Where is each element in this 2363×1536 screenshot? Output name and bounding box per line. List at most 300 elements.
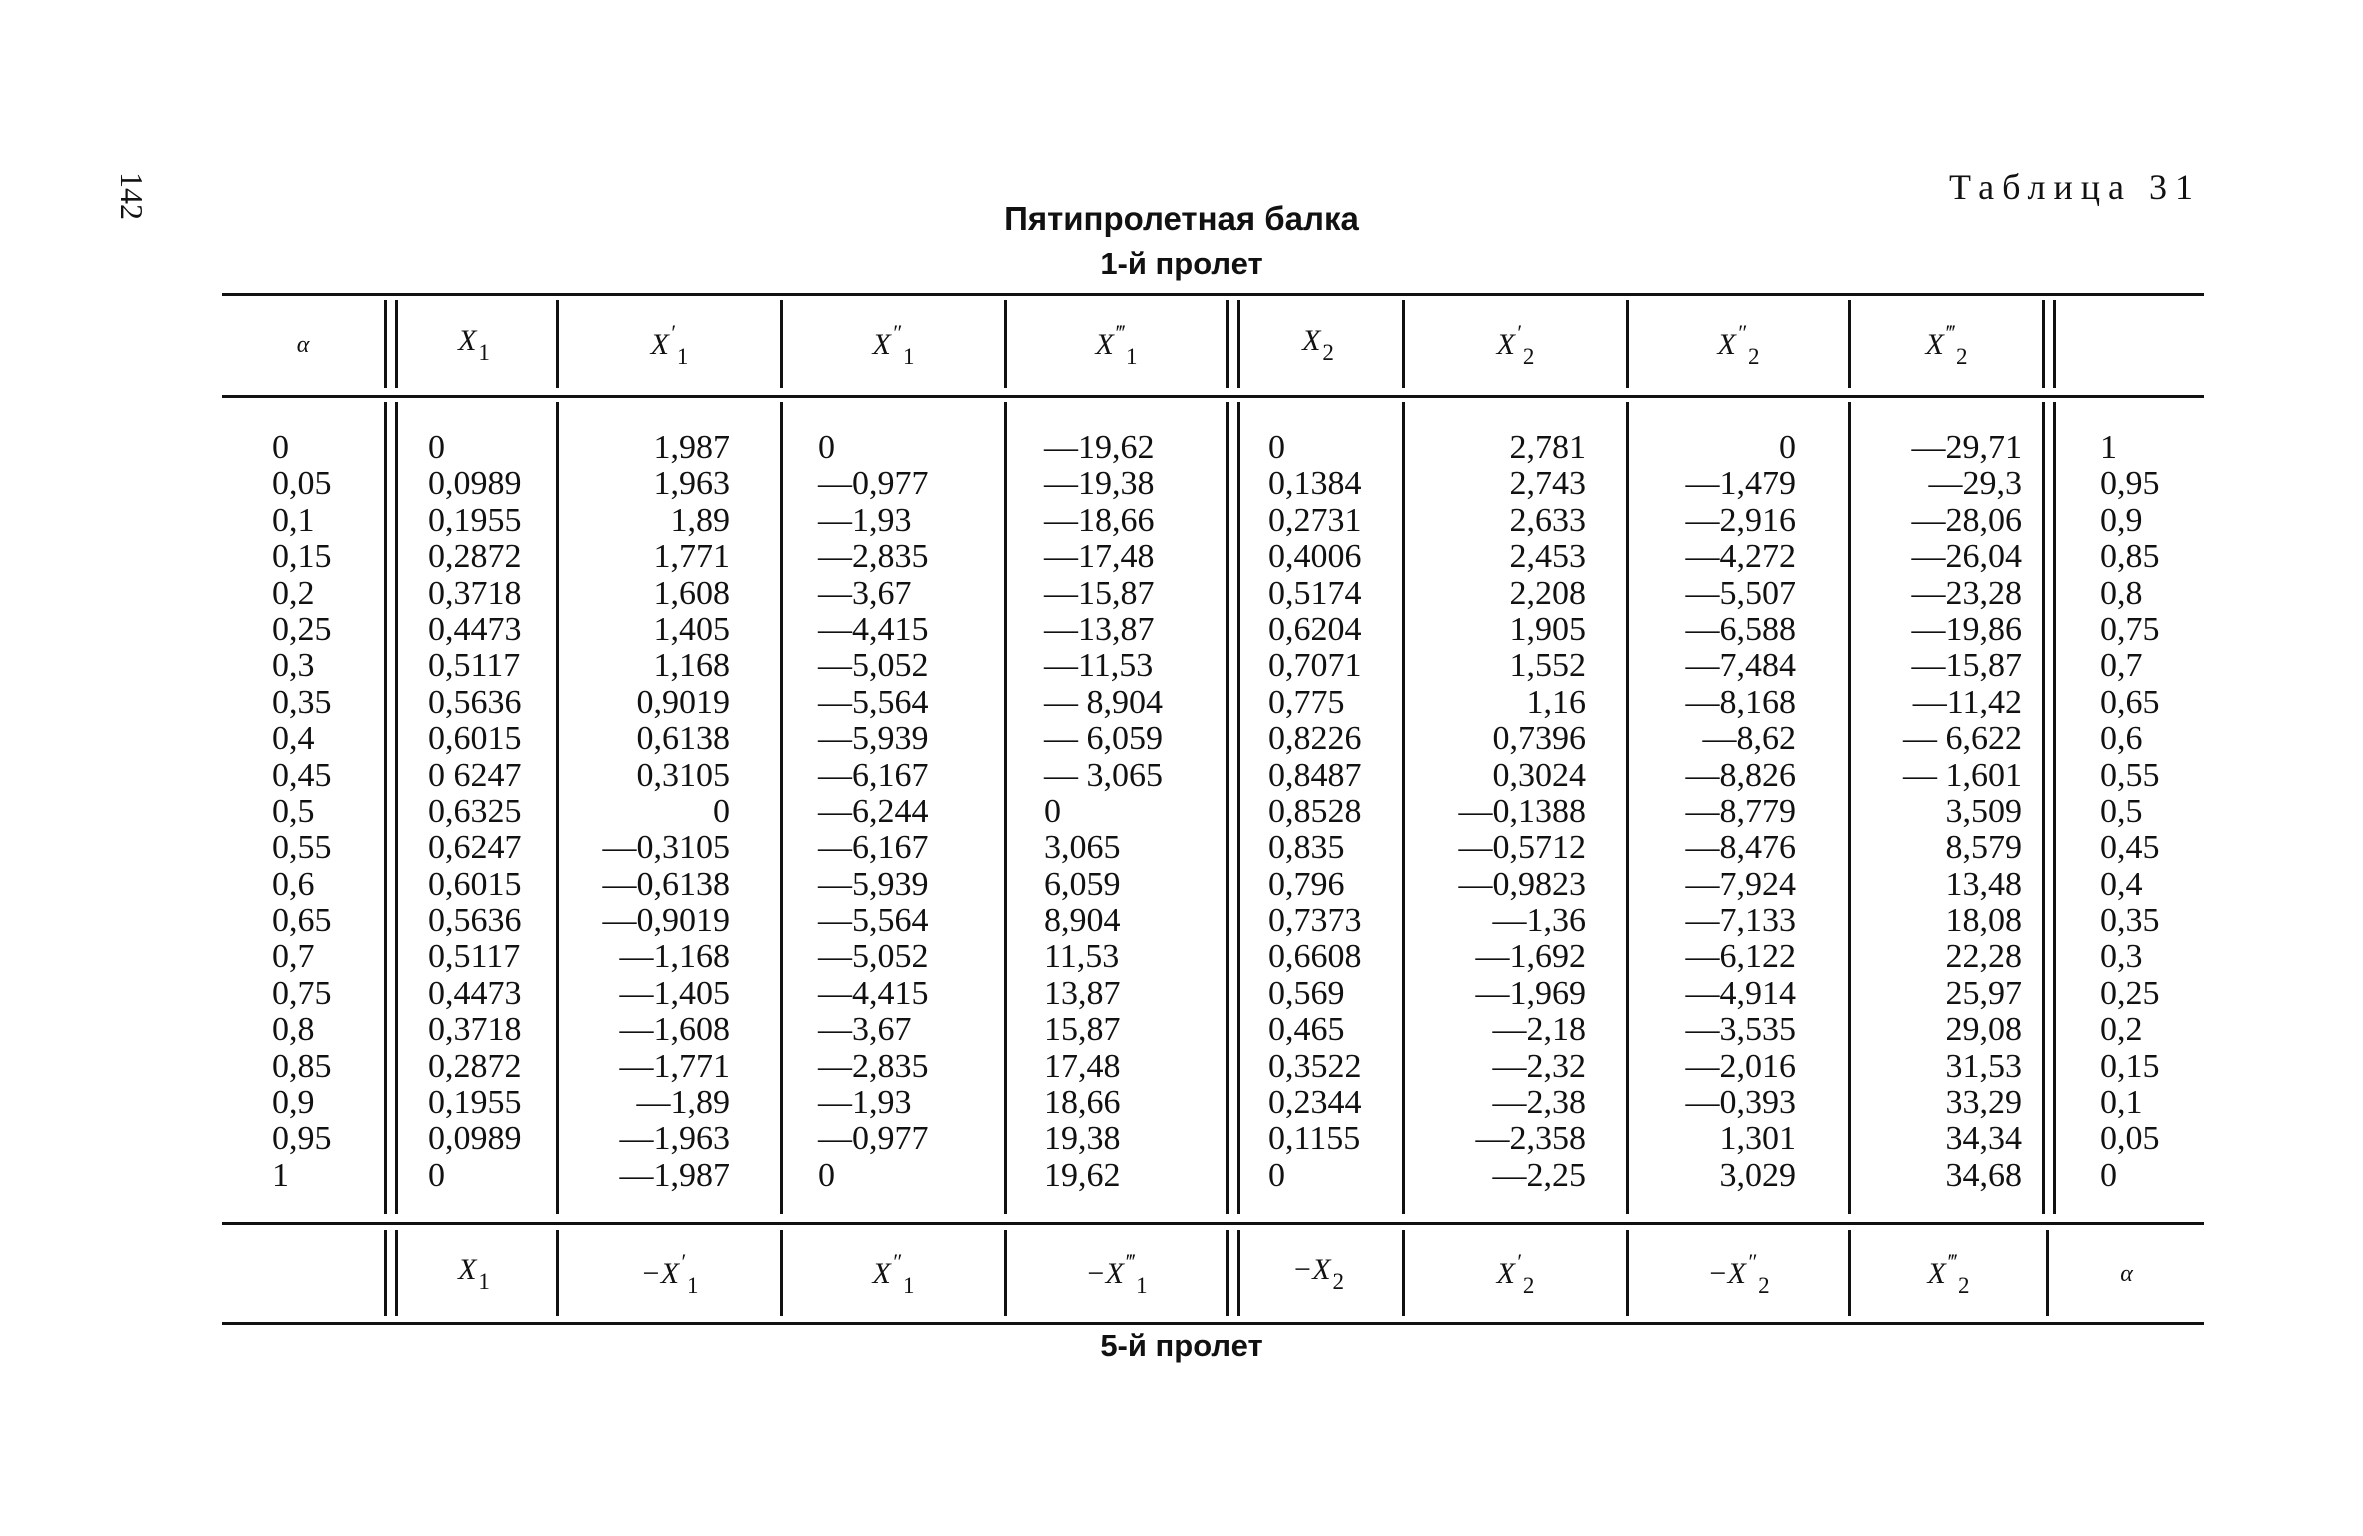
- table-cell: 0,9: [2100, 501, 2143, 539]
- table-cell: —1,987: [619, 1156, 730, 1194]
- header-prime: ″: [1746, 1249, 1757, 1274]
- table-cell: —7,484: [1685, 647, 1796, 685]
- table-cell: 13,87: [1044, 974, 1121, 1012]
- header-prime: ‴: [1946, 1249, 1957, 1274]
- table-cell: 0,5: [2100, 792, 2143, 830]
- table-cell: —1,36: [1492, 902, 1586, 940]
- table-cell: —1,963: [619, 1120, 730, 1158]
- header-prime: ‴: [1124, 1249, 1135, 1274]
- table-label: Таблица 31: [1949, 167, 2201, 207]
- header-symbol: X: [1727, 1257, 1746, 1290]
- table-cell: 0: [1779, 429, 1796, 466]
- table-cell: 33,29: [1945, 1084, 2022, 1122]
- header-sign: −: [1707, 1257, 1728, 1290]
- table-cell: 0,6608: [1268, 938, 1362, 976]
- table-cell: —1,692: [1475, 938, 1586, 976]
- table-cell: 0,775: [1268, 683, 1345, 721]
- column-divider-double: [384, 402, 398, 1214]
- table-cell: —19,86: [1911, 610, 2022, 648]
- header-subscript: 2: [1322, 340, 1334, 365]
- header-subscript: 2: [1748, 344, 1760, 369]
- table-cell: —0,9019: [602, 902, 730, 940]
- table-cell: 0,3105: [636, 756, 730, 794]
- table-cell: 0,2: [272, 574, 315, 612]
- table-cell: 1,405: [653, 610, 730, 648]
- table-cell: 0,5117: [428, 938, 521, 976]
- table-cell: —4,415: [818, 610, 929, 648]
- table-cell: —11,53: [1044, 647, 1154, 685]
- header-prime: ‴: [1944, 320, 1955, 345]
- table-cell: 0,9: [272, 1084, 315, 1122]
- table-cell: —2,916: [1685, 501, 1796, 539]
- table-cell: — 8,904: [1044, 683, 1163, 721]
- table-cell: —11,42: [1912, 683, 2022, 721]
- table-cell: 0,6138: [636, 720, 730, 758]
- table-cell: 0,15: [2100, 1047, 2160, 1085]
- table-cell: 6,059: [1044, 865, 1121, 903]
- table-cell: —8,476: [1685, 829, 1796, 867]
- table-cell: 0,1155: [1268, 1120, 1361, 1158]
- header-subscript: 1: [1136, 1273, 1148, 1298]
- table-cell: 1,963: [653, 465, 730, 503]
- header-prime: ′: [680, 1249, 685, 1274]
- table-cell: 1,89: [670, 501, 730, 539]
- table-cell: —3,535: [1685, 1011, 1796, 1049]
- table-cell: 8,904: [1044, 902, 1121, 940]
- header-prime: ″: [891, 320, 901, 345]
- table-cell: —5,564: [818, 902, 929, 940]
- table-cell: 0,465: [1268, 1011, 1345, 1049]
- footer-x2-prime: [1405, 1230, 1626, 1318]
- header-alpha: [222, 300, 384, 390]
- column-divider: [556, 402, 559, 1214]
- column-divider-double: [1226, 402, 1240, 1214]
- table-cell: —6,167: [818, 829, 929, 867]
- table-cell: —1,969: [1475, 974, 1586, 1012]
- table-cell: —2,25: [1492, 1156, 1586, 1194]
- table-cell: 0,4: [272, 720, 315, 758]
- table-cell: 0: [818, 1156, 835, 1194]
- column-x1: [428, 430, 522, 1194]
- table-cell: —6,588: [1685, 610, 1796, 648]
- table-cell: 0,25: [2100, 974, 2160, 1012]
- table-cell: 0: [428, 429, 445, 466]
- table-cell: —0,9823: [1458, 865, 1586, 903]
- table-cell: 0,3718: [428, 1011, 522, 1049]
- table-cell: —19,38: [1044, 465, 1155, 503]
- table-cell: 34,34: [1945, 1120, 2022, 1158]
- table-cell: —0,5712: [1458, 829, 1586, 867]
- header-symbol: X: [872, 328, 891, 361]
- column-alpha: [272, 430, 332, 1194]
- header-symbol: X: [660, 1257, 680, 1290]
- table-cell: —15,87: [1911, 647, 2022, 685]
- table-cell: —8,826: [1685, 756, 1796, 794]
- table-cell: 0,835: [1268, 829, 1345, 867]
- table-cell: 0,85: [272, 1047, 332, 1085]
- header-symbol: X: [1105, 1257, 1124, 1290]
- footer-x2: [1234, 1230, 1402, 1318]
- table-cell: 1,552: [1509, 647, 1586, 685]
- table-cell: 0,8528: [1268, 792, 1362, 830]
- table-cell: 29,08: [1945, 1011, 2022, 1049]
- header-subscript: 1: [686, 1273, 699, 1298]
- table-cell: 0,5117: [428, 647, 521, 685]
- table-cell: —2,38: [1492, 1084, 1586, 1122]
- table-cell: —18,66: [1044, 501, 1155, 539]
- table-cell: 0,45: [2100, 829, 2160, 867]
- table-cell: 0,5174: [1268, 574, 1362, 612]
- table-cell: —8,779: [1685, 792, 1796, 830]
- table-cell: 2,453: [1509, 538, 1586, 576]
- header-x2-prime: [1405, 300, 1626, 390]
- table-cell: 25,97: [1945, 974, 2022, 1012]
- table-cell: 0,45: [272, 756, 332, 794]
- table-cell: —2,835: [818, 538, 929, 576]
- table-cell: 0,2872: [428, 1047, 522, 1085]
- header-symbol: X: [458, 1253, 477, 1286]
- table-cell: 0: [818, 429, 835, 466]
- column-alpha-reversed: [2100, 430, 2160, 1194]
- header-subscript: 2: [1958, 1273, 1970, 1298]
- table-cell: —26,04: [1911, 538, 2022, 576]
- table-cell: 3,029: [1719, 1156, 1796, 1194]
- header-subscript: 2: [1956, 344, 1968, 369]
- header-alpha-label: α: [296, 331, 310, 358]
- table-title: Пятипролетная балка: [1004, 200, 1359, 237]
- table-cell: 0,9019: [636, 683, 730, 721]
- column-x1-double-prime: [818, 430, 929, 1194]
- header-sign: −: [1085, 1257, 1106, 1290]
- table-cell: —2,32: [1492, 1047, 1586, 1085]
- table-cell: 1,301: [1719, 1120, 1796, 1158]
- table-cell: 0,6247: [428, 829, 522, 867]
- table-cell: 1,16: [1526, 683, 1586, 721]
- header-symbol: X: [458, 324, 477, 357]
- page-number: 142: [114, 172, 150, 220]
- table-cell: 22,28: [1945, 938, 2022, 976]
- header-prime: ′: [670, 320, 675, 345]
- table-cell: —0,977: [818, 465, 929, 503]
- table-cell: —2,016: [1685, 1047, 1796, 1085]
- table-cell: 0,2731: [1268, 501, 1362, 539]
- table-cell: —4,415: [818, 974, 929, 1012]
- column-x2-triple-prime: [1880, 430, 2022, 1194]
- table-cell: 0,7373: [1268, 902, 1362, 940]
- table-cell: 0,65: [2100, 683, 2160, 721]
- table-cell: 0,3: [2100, 938, 2143, 976]
- footer-x1: [392, 1230, 556, 1318]
- table-cell: 1,168: [653, 647, 730, 685]
- table-cell: —1,771: [619, 1047, 730, 1085]
- table-cell: 0,569: [1268, 974, 1345, 1012]
- table-cell: 0,0989: [428, 465, 522, 503]
- table-cell: —1,93: [818, 1084, 912, 1122]
- column-divider: [1004, 402, 1007, 1214]
- header-symbol: X: [1312, 1253, 1331, 1286]
- table-cell: 2,781: [1509, 429, 1586, 466]
- header-sign: −: [1291, 1253, 1313, 1286]
- table-cell: 0,55: [272, 829, 332, 867]
- column-divider-double: [2042, 402, 2056, 1214]
- table-cell: 0,75: [2100, 610, 2160, 648]
- table-cell: —5,939: [818, 865, 929, 903]
- column-divider: [1848, 402, 1851, 1214]
- header-subscript: 1: [903, 344, 915, 369]
- table-cell: 13,48: [1945, 865, 2022, 903]
- table-cell: 0: [2100, 1156, 2117, 1194]
- table-cell: 0,95: [2100, 465, 2160, 503]
- header-subscript: 2: [1522, 344, 1535, 369]
- header-symbol: X: [1717, 328, 1736, 361]
- table-cell: 2,208: [1509, 574, 1586, 612]
- table-cell: —6,122: [1685, 938, 1796, 976]
- column-x2-prime: [1436, 430, 1586, 1194]
- table-cell: — 3,065: [1044, 756, 1163, 794]
- table-cell: 0,2344: [1268, 1084, 1362, 1122]
- table-cell: 0,2: [2100, 1011, 2143, 1049]
- table-cell: 1,987: [653, 429, 730, 466]
- table-cell: —2,18: [1492, 1011, 1586, 1049]
- table-cell: 3,509: [1945, 792, 2022, 830]
- table-cell: 0,15: [272, 538, 332, 576]
- table-cell: 0,35: [272, 683, 332, 721]
- table-cell: 0 6247: [428, 756, 522, 794]
- header-x2: [1234, 300, 1402, 390]
- column-divider-double: [2042, 300, 2056, 388]
- header-symbol: X: [650, 328, 669, 361]
- table-cell: 1,608: [653, 574, 730, 612]
- table-cell: 8,579: [1945, 829, 2022, 867]
- column-x1-triple-prime: [1044, 430, 1163, 1194]
- header-prime: ″: [891, 1249, 901, 1274]
- table-cell: 0: [1268, 429, 1285, 466]
- table-cell: —23,28: [1911, 574, 2022, 612]
- table-cell: —0,977: [818, 1120, 929, 1158]
- table-cell: 0,4006: [1268, 538, 1362, 576]
- table-cell: —29,3: [1928, 465, 2022, 503]
- table-cell: 0,8226: [1268, 720, 1362, 758]
- table-cell: —3,67: [818, 574, 912, 612]
- table-cell: 0: [1268, 1156, 1285, 1194]
- table-cell: 1,905: [1509, 610, 1586, 648]
- header-symbol: X: [872, 1257, 891, 1290]
- table-cell: 0,5636: [428, 902, 522, 940]
- table-cell: 0,1: [272, 501, 315, 539]
- top-rule: [222, 293, 2204, 296]
- table-cell: 0,1: [2100, 1084, 2143, 1122]
- table-cell: 0,0989: [428, 1120, 522, 1158]
- table-cell: 0,95: [272, 1120, 332, 1158]
- header-symbol: X: [1927, 1257, 1946, 1290]
- table-cell: 0,65: [272, 902, 332, 940]
- table-cell: —0,6138: [602, 865, 730, 903]
- table-cell: — 1,601: [1903, 756, 2022, 794]
- header-prime: ‴: [1114, 320, 1125, 345]
- table-cell: —6,167: [818, 756, 929, 794]
- table-cell: 1: [272, 1156, 289, 1194]
- header-x1-triple-prime: [1007, 300, 1226, 390]
- table-cell: —6,244: [818, 792, 929, 830]
- table-subtitle: 1-й пролет: [1100, 246, 1263, 281]
- table-cell: 18,66: [1044, 1084, 1121, 1122]
- header-symbol: X: [1302, 324, 1321, 357]
- table-cell: 11,53: [1044, 938, 1120, 976]
- table-cell: —5,507: [1685, 574, 1796, 612]
- table-cell: 19,62: [1044, 1156, 1121, 1194]
- table-cell: 0,6204: [1268, 610, 1362, 648]
- table-cell: —2,358: [1475, 1120, 1586, 1158]
- table-cell: 0,8: [2100, 574, 2143, 612]
- header-symbol: X: [1095, 328, 1114, 361]
- footer-x2-triple-prime: [1851, 1230, 2046, 1318]
- table-cell: 18,08: [1945, 902, 2022, 940]
- header-subscript: 2: [1522, 1273, 1535, 1298]
- table-cell: —7,924: [1685, 865, 1796, 903]
- table-cell: 3,065: [1044, 829, 1121, 867]
- table-cell: —1,608: [619, 1011, 730, 1049]
- column-x2-double-prime: [1662, 430, 1796, 1194]
- table-cell: 0,1384: [1268, 465, 1362, 503]
- table-cell: 0,1955: [428, 501, 522, 539]
- table-cell: 0,796: [1268, 865, 1345, 903]
- table-cell: 0,85: [2100, 538, 2160, 576]
- table-cell: 0,05: [272, 465, 332, 503]
- table-cell: 0: [713, 792, 730, 830]
- table-cell: — 6,059: [1044, 720, 1163, 758]
- table-cell: —1,405: [619, 974, 730, 1012]
- table-cell: 0,3522: [1268, 1047, 1362, 1085]
- table-cell: 0,35: [2100, 902, 2160, 940]
- table-cell: —2,835: [818, 1047, 929, 1085]
- table-cell: 0,6015: [428, 720, 522, 758]
- table-cell: —1,479: [1685, 465, 1796, 503]
- header-x2-double-prime: [1629, 300, 1848, 390]
- table-cell: 0,05: [2100, 1120, 2160, 1158]
- column-divider: [1626, 402, 1629, 1214]
- table-cell: —13,87: [1044, 610, 1155, 648]
- footer-x1-prime: [559, 1230, 780, 1318]
- table-cell: —0,393: [1685, 1084, 1796, 1122]
- header-symbol: X: [1496, 328, 1515, 361]
- table-cell: 0,7: [2100, 647, 2143, 685]
- table-cell: —19,62: [1044, 429, 1155, 466]
- table-cell: —5,052: [818, 938, 929, 976]
- header-symbol: X: [1496, 1257, 1515, 1290]
- column-x1-prime: [586, 430, 730, 1194]
- table-cell: 0,1955: [428, 1084, 522, 1122]
- header-subscript: 2: [1758, 1273, 1770, 1298]
- table-cell: 15,87: [1044, 1011, 1121, 1049]
- table-cell: 0,8: [272, 1011, 315, 1049]
- column-divider: [780, 402, 783, 1214]
- bottom-rule: [222, 1322, 2204, 1325]
- header-x1: [392, 300, 556, 390]
- table-cell: 0: [272, 429, 289, 466]
- table-cell: 0,7396: [1492, 720, 1586, 758]
- table-cell: —4,914: [1685, 974, 1796, 1012]
- body-bottom-rule: [222, 1222, 2204, 1225]
- table-cell: 0,2872: [428, 538, 522, 576]
- table-cell: 0,25: [272, 610, 332, 648]
- table-cell: —5,052: [818, 647, 929, 685]
- column-x2: [1268, 430, 1362, 1194]
- header-x1-double-prime: [783, 300, 1004, 390]
- table-cell: 2,633: [1509, 501, 1586, 539]
- header-subscript: 1: [903, 1273, 915, 1298]
- header-prime: ″: [1736, 320, 1746, 345]
- table-cell: —8,168: [1685, 683, 1796, 721]
- table-cell: —1,93: [818, 501, 912, 539]
- table-cell: 19,38: [1044, 1120, 1121, 1158]
- table-cell: —1,168: [619, 938, 730, 976]
- table-cell: 0,7: [272, 938, 315, 976]
- footer-x1-triple-prime: [1007, 1230, 1226, 1318]
- column-divider: [1402, 402, 1405, 1214]
- header-x1-prime: [559, 300, 780, 390]
- table-cell: —7,133: [1685, 902, 1796, 940]
- table-cell: 0: [1044, 792, 1061, 830]
- table-cell: —5,564: [818, 683, 929, 721]
- table-cell: 0,4473: [428, 974, 522, 1012]
- table-cell: —0,3105: [602, 829, 730, 867]
- table-cell: — 6,622: [1903, 720, 2022, 758]
- table-cell: 2,743: [1509, 465, 1586, 503]
- table-cell: 0,7071: [1268, 647, 1362, 685]
- header-subscript: 1: [478, 1269, 490, 1294]
- table-cell: 0,6015: [428, 865, 522, 903]
- table-cell: —3,67: [818, 1011, 912, 1049]
- table-cell: 0,6: [272, 865, 315, 903]
- table-cell: 0,5636: [428, 683, 522, 721]
- table-cell: —15,87: [1044, 574, 1155, 612]
- table-cell: —0,1388: [1458, 792, 1586, 830]
- table-cell: —17,48: [1044, 538, 1155, 576]
- table-cell: 0,75: [272, 974, 332, 1012]
- footer-alpha-label: α: [2120, 1260, 2133, 1287]
- header-subscript: 1: [1126, 344, 1138, 369]
- table-cell: —8,62: [1702, 720, 1796, 758]
- header-subscript: 1: [676, 344, 689, 369]
- table-cell: 1: [2100, 429, 2117, 466]
- table-cell: 1,771: [653, 538, 730, 576]
- table-cell: 0,6325: [428, 792, 522, 830]
- footer-x2-double-prime: [1629, 1230, 1848, 1318]
- table-cell: 0,6: [2100, 720, 2143, 758]
- table-cell: 0,5: [272, 792, 315, 830]
- header-rule: [222, 395, 2204, 398]
- header-subscript: 1: [478, 340, 490, 365]
- header-sign: −: [640, 1257, 661, 1290]
- table-cell: 0: [428, 1156, 445, 1194]
- header-symbol: X: [1925, 328, 1944, 361]
- table-cell: 0,4473: [428, 610, 522, 648]
- table-cell: 0,4: [2100, 865, 2143, 903]
- header-x2-triple-prime: [1851, 300, 2042, 390]
- table-cell: 17,48: [1044, 1047, 1121, 1085]
- header-subscript: 2: [1332, 1269, 1345, 1294]
- table-cell: —5,939: [818, 720, 929, 758]
- table-cell: 0,3024: [1492, 756, 1586, 794]
- table-cell: 0,3718: [428, 574, 522, 612]
- table-cell: —28,06: [1911, 501, 2022, 539]
- bottom-caption: 5-й пролет: [1100, 1328, 1263, 1363]
- footer-x1-double-prime: [783, 1230, 1004, 1318]
- header-prime: ′: [1516, 320, 1521, 345]
- table-cell: —4,272: [1685, 538, 1796, 576]
- table-cell: 31,53: [1945, 1047, 2022, 1085]
- table-cell: 0,8487: [1268, 756, 1362, 794]
